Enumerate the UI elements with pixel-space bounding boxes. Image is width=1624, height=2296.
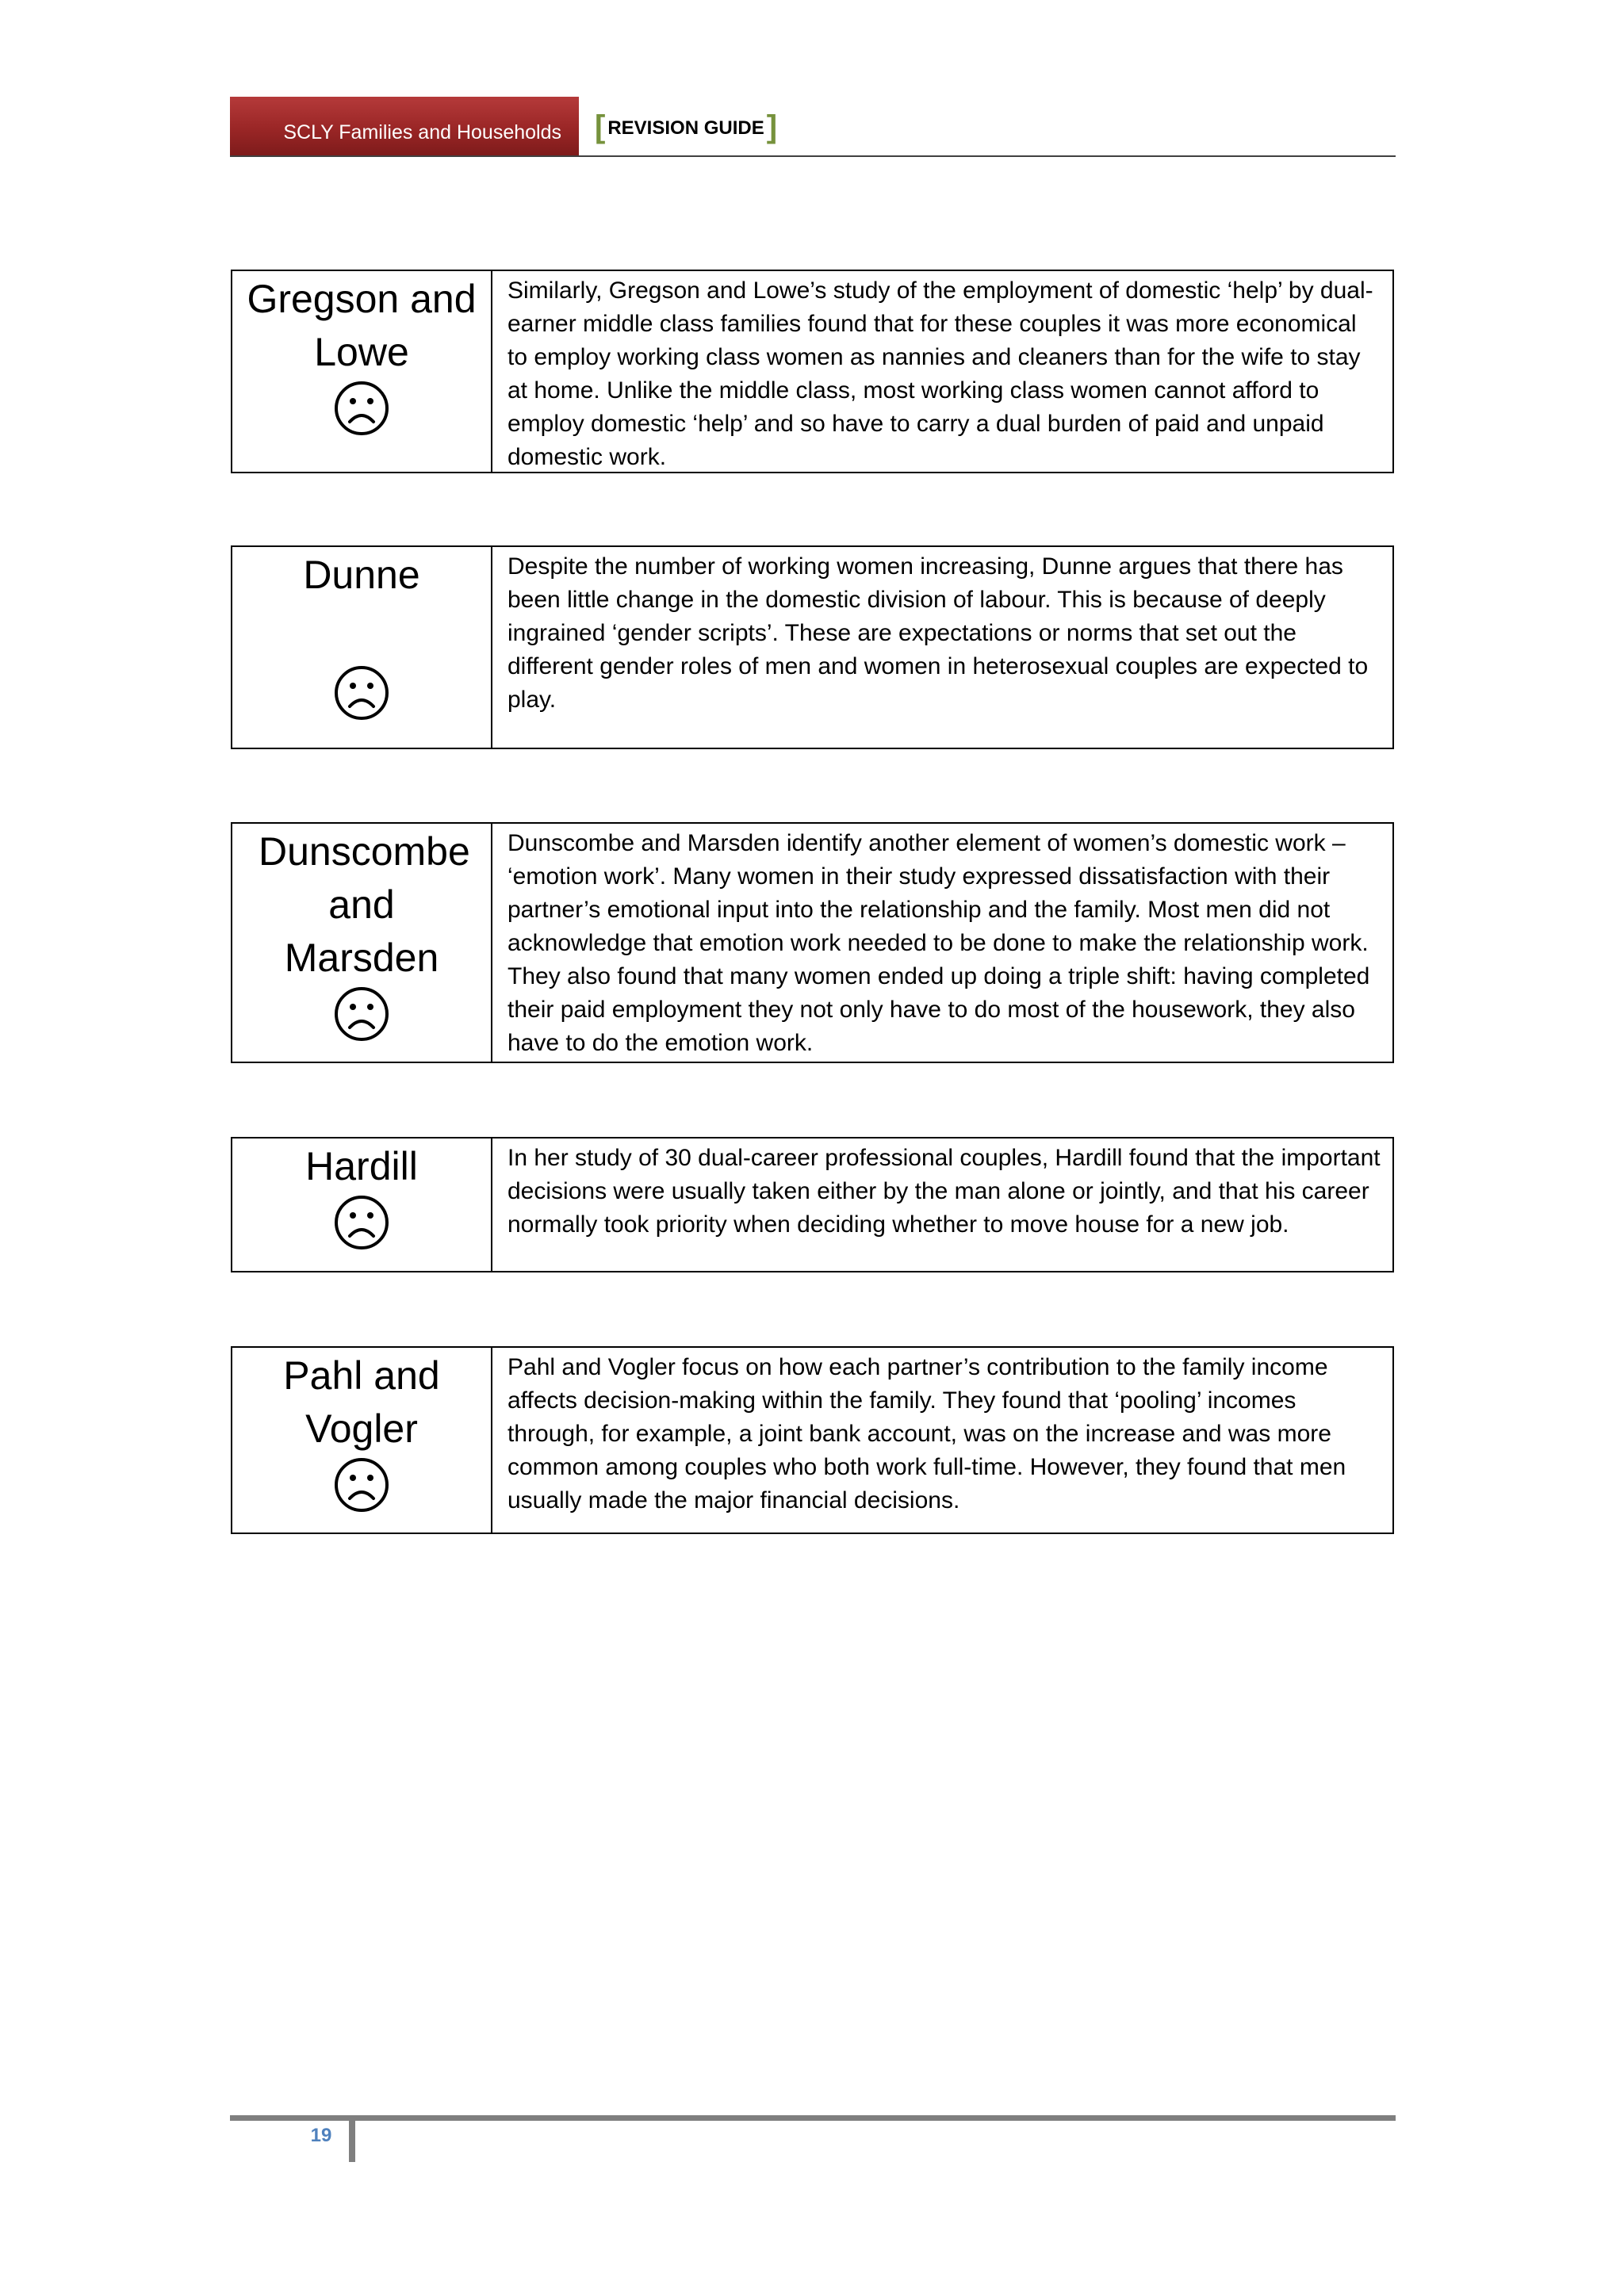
close-bracket: ] [766, 109, 778, 144]
header-title-band [230, 97, 579, 155]
study-name-cell [232, 824, 492, 1062]
frowning-face-icon [332, 985, 391, 1043]
study-description: Pahl and Vogler focus on how each partner’s contribution to the family income affects decision-making within the family. They found that ‘pooling’ incomes through, for example, a joint bank account, was on the increase and was more common among couples who both work full-time. However, they found that men usually made the major financial decisions. [508, 1354, 1346, 1513]
guide-label-text: REVISION GUIDE [607, 117, 764, 139]
study-description: Despite the number of working women increasing, Dunne argues that there has been little change in the domestic division of labour. This is because of deeply ingrained ‘gender scripts’. These are expectations or norms that set out the different gender roles of men and women in heterosexual couples are expected to play. [508, 553, 1369, 713]
document-title: SCLY Families and Households [283, 121, 561, 144]
study-name-cell [232, 271, 492, 472]
study-name: Gregson and Lowe [247, 277, 477, 374]
study-name-cell [232, 547, 492, 748]
frowning-face-icon [332, 1456, 391, 1514]
study-box-gregson-lowe [231, 270, 1394, 473]
study-box-hardill [231, 1137, 1394, 1272]
study-name: Hardill [305, 1144, 418, 1188]
study-box-pahl-vogler [231, 1346, 1394, 1534]
page-number: 19 [310, 2125, 332, 2146]
study-description: Dunscombe and Marsden identify another element of women’s domestic work – ‘emotion work’. Many women in their study expressed dissatisfaction with their partner’s emotional input into the relationship and the family. Most men did not acknowledge that emotion work needed to be done to make the relationship work. They also found that many women ended up doing a triple shift: having completed their paid employment they not only have to do most of the housework, they also have to do the emotion work. [508, 830, 1370, 1056]
study-box-dunne [231, 545, 1394, 749]
footer-page-tick [349, 2121, 355, 2162]
header-divider [230, 155, 1396, 157]
revision-guide-label [595, 109, 777, 145]
study-name-cell [232, 1138, 492, 1271]
study-name-cell [232, 1348, 492, 1533]
study-description: In her study of 30 dual-career professional couples, Hardill found that the important decisions were usually taken either by the man alone or jointly, and that his career normally took priority when deciding whether to move house for a new job. [508, 1145, 1381, 1238]
study-name: Dunscombe and Marsden [259, 829, 470, 980]
study-box-dunscombe-marsden [231, 822, 1394, 1063]
study-name: Dunne [303, 553, 420, 597]
footer-divider [230, 2115, 1396, 2121]
open-bracket: [ [595, 109, 606, 144]
study-name: Pahl and Vogler [283, 1353, 440, 1451]
page-header [230, 97, 1396, 157]
frowning-face-icon [332, 1193, 391, 1252]
frowning-face-icon [332, 379, 391, 438]
study-description: Similarly, Gregson and Lowe’s study of the employment of domestic ‘help’ by dual-earner middle class families found that for these couples it was more economical to employ working class women as nannies and cleaners than for the wife to stay at home. Unlike the middle class, most working class women cannot afford to employ domestic ‘help’ and so have to carry a dual burden of paid and unpaid domestic work. [508, 277, 1373, 470]
frowning-face-icon [332, 664, 391, 722]
